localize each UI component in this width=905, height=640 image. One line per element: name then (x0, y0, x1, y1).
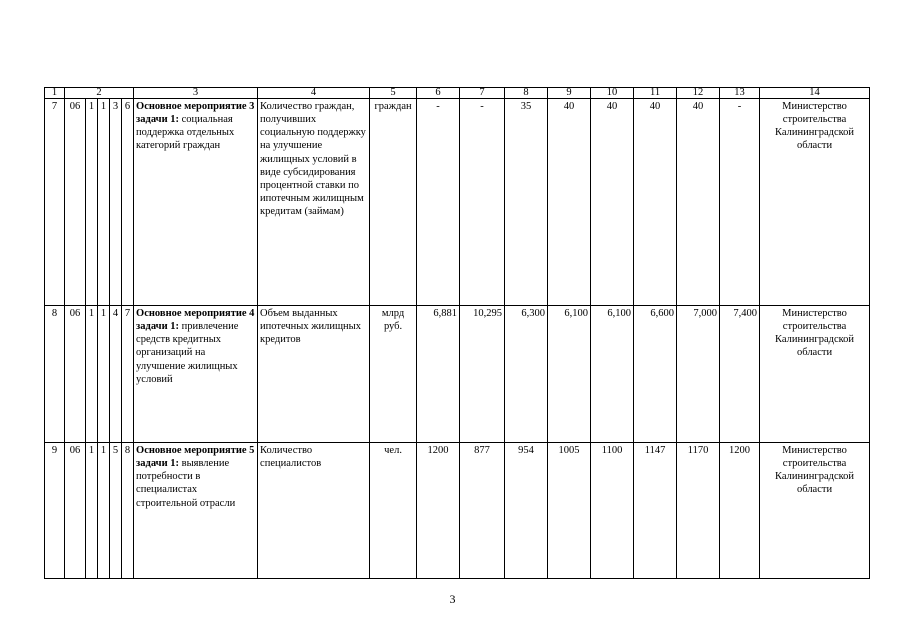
value-cell: 6,300 (505, 306, 548, 443)
code-cell: 1 (98, 306, 110, 443)
table-row (45, 306, 870, 443)
value-cell: 1005 (548, 443, 591, 579)
header-cell: 4 (258, 88, 370, 99)
value-cell: 10,295 (460, 306, 505, 443)
value-cell: 40 (677, 99, 720, 306)
value-cell: 6,881 (417, 306, 460, 443)
indicator-cell: Количество специалистов (258, 443, 370, 579)
value-cell: 1200 (417, 443, 460, 579)
value-cell: 877 (460, 443, 505, 579)
unit-cell: граждан (370, 99, 417, 306)
value-cell: 6,100 (548, 306, 591, 443)
row-number: 7 (45, 99, 65, 306)
code-cell: 06 (65, 443, 86, 579)
indicators-table (44, 87, 870, 579)
value-cell: 6,100 (591, 306, 634, 443)
task-cell (134, 306, 258, 443)
task-cell (134, 443, 258, 579)
code-cell: 1 (86, 443, 98, 579)
responsible-cell: Министерство строительства Калининградской области (760, 443, 870, 579)
value-cell: 954 (505, 443, 548, 579)
value-cell: 1100 (591, 443, 634, 579)
responsible-cell: Министерство строительства Калининградской области (760, 99, 870, 306)
task-title: Основное мероприятие 3 задачи 1: (136, 101, 255, 126)
code-cell: 1 (86, 306, 98, 443)
code-cell: 5 (110, 443, 122, 579)
value-cell: 35 (505, 99, 548, 306)
code-cell: 06 (65, 306, 86, 443)
page-number: 3 (449, 592, 456, 606)
task-description: социальная поддержка отдельных категорий граждан (136, 114, 235, 152)
value-cell: 1147 (634, 443, 677, 579)
value-cell: - (720, 99, 760, 306)
header-cell: 13 (720, 88, 760, 99)
code-cell: 1 (98, 443, 110, 579)
header-cell: 3 (134, 88, 258, 99)
task-cell (134, 99, 258, 306)
value-cell: - (460, 99, 505, 306)
code-cell: 1 (86, 99, 98, 306)
header-cell: 8 (505, 88, 548, 99)
table-row (45, 99, 870, 306)
code-cell: 7 (122, 306, 134, 443)
responsible-cell: Министерство строительства Калининградской области (760, 306, 870, 443)
value-cell: 7,400 (720, 306, 760, 443)
header-cell: 7 (460, 88, 505, 99)
indicator-cell: Количество граждан, получивших социальную поддержку на улучшение жилищных условий в виде субсидирования процентной ставки по ипотечным жилищным кредитам (займам) (258, 99, 370, 306)
header-cell: 11 (634, 88, 677, 99)
unit-cell: чел. (370, 443, 417, 579)
row-number: 9 (45, 443, 65, 579)
value-cell: 40 (591, 99, 634, 306)
value-cell: - (417, 99, 460, 306)
header-cell: 6 (417, 88, 460, 99)
header-cell: 2 (65, 88, 134, 99)
value-cell: 6,600 (634, 306, 677, 443)
row-number: 8 (45, 306, 65, 443)
task-description: выявление потребности в специалистах строительной отрасли (136, 458, 236, 509)
header-cell: 9 (548, 88, 591, 99)
code-cell: 6 (122, 99, 134, 306)
unit-cell: млрд руб. (370, 306, 417, 443)
code-cell: 4 (110, 306, 122, 443)
header-cell: 12 (677, 88, 720, 99)
table-row (45, 443, 870, 579)
task-title: Основное мероприятие 5 задачи 1: (136, 445, 255, 470)
header-cell: 5 (370, 88, 417, 99)
task-title: Основное мероприятие 4 задачи 1: (136, 308, 255, 333)
code-cell: 1 (98, 99, 110, 306)
header-cell: 1 (45, 88, 65, 99)
task-description: привлечение средств кредитных организаций на улучшение жилищных условий (136, 321, 239, 385)
code-cell: 06 (65, 99, 86, 306)
code-cell: 3 (110, 99, 122, 306)
code-cell: 8 (122, 443, 134, 579)
header-cell: 10 (591, 88, 634, 99)
value-cell: 1200 (720, 443, 760, 579)
column-number-row (45, 88, 870, 99)
value-cell: 1170 (677, 443, 720, 579)
value-cell: 40 (548, 99, 591, 306)
value-cell: 7,000 (677, 306, 720, 443)
header-cell: 14 (760, 88, 870, 99)
value-cell: 40 (634, 99, 677, 306)
indicator-cell: Объем выданных ипотечных жилищных кредитов (258, 306, 370, 443)
